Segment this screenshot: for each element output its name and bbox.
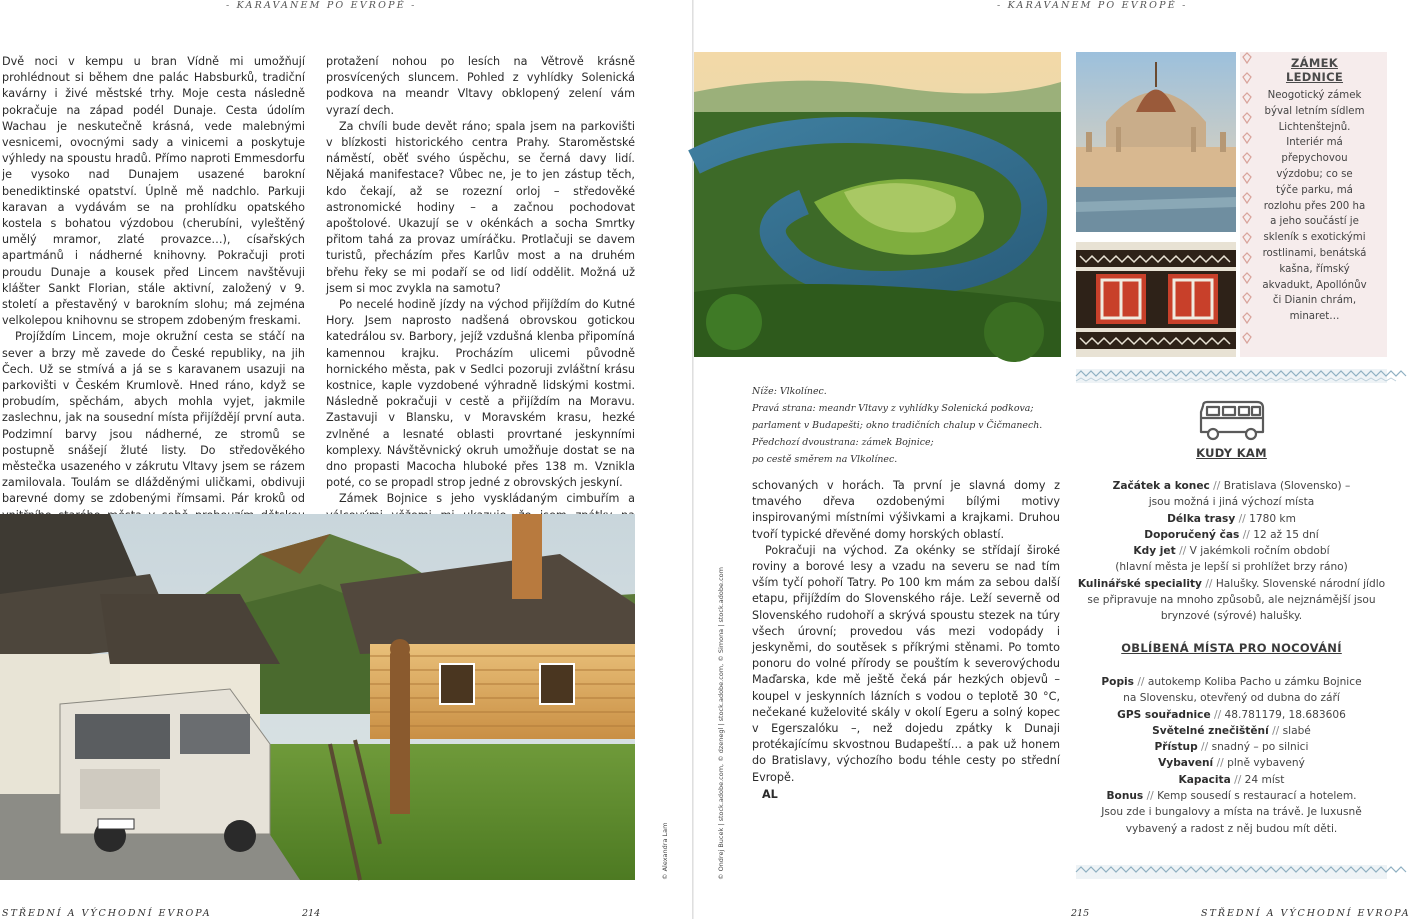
text-column-1: [2, 54, 305, 589]
running-head-left: - KARAVANEM PO EVROPĚ -: [226, 0, 417, 11]
nocovani-heading: OBLÍBENÁ MÍSTA PRO NOCOVÁNÍ: [1121, 641, 1342, 655]
info-value: vybavený a radost z něj budou mít děti.: [1125, 822, 1338, 835]
sidebar-line: týče parku, má: [1276, 184, 1353, 196]
cicmany-window-photo: [1076, 242, 1236, 357]
footer-section-left: STŘEDNÍ A VÝCHODNÍ EVROPA: [2, 908, 212, 919]
author-signature: AL: [762, 787, 778, 801]
nocovani-list: [1076, 674, 1387, 837]
paragraph: Dvě noci v kempu u bran Vídně mi umožňují prohlédnout si během dne palác Habsburků, tradiční kavárny i živé městské trhy. Moje cesta následně pokračuje na západ podél Dunaje. Cesta údolím Wachau je neskutečně krásná, vede malebnými vesnicemi, ovocnými sady a vinicemi a poskytuje výhledy na spoustu hradů. Přímo naproti Emmesdorfu je vysoko nad Dunajem usazené barokní benediktinské opatství. Úplně mě nadchlo. Parkuji karavan a vydávám se na prohlídku opatského kostela s bohatou výzdobou (cherubíni, vyleštěný umělý mramor, zlaté provazce…), císařských apartmánů i nádherné knihovny. Pokračuji proti proudu Dunaje a kousek před Lincem navštěvuji klášter Sankt Florian, stále aktivní, založený v 9. století a přestavěný v barokním slohu; má zejména velkolepou knihovnu se stropem zdobeným freskami.: [2, 55, 305, 328]
info-value: snadný – po silnici: [1211, 741, 1309, 754]
photo-credit-left: © Alexandra Lam: [661, 822, 669, 880]
info-label: Začátek a konec: [1112, 480, 1210, 492]
sidebar-line: skleník s exotickými: [1263, 232, 1366, 244]
folk-band-top: [1076, 369, 1387, 383]
page-number-left: 214: [302, 908, 321, 919]
info-line: [1076, 511, 1387, 527]
info-value: 48.781179, 18.683606: [1224, 708, 1346, 721]
info-line: [1076, 804, 1387, 820]
info-value: Halušky. Slovenské národní jídlo: [1215, 577, 1386, 590]
sidebar-line: přepychovou: [1281, 153, 1348, 165]
sidebar-text: [1262, 88, 1367, 325]
sidebar-line: výzdobu; co se: [1276, 168, 1353, 180]
folk-band-bottom: [1076, 865, 1387, 879]
info-label: Vybavení: [1158, 757, 1214, 770]
info-line: [1076, 707, 1387, 723]
separator: //: [1238, 512, 1246, 525]
page-number-right: 215: [1071, 908, 1090, 919]
separator: //: [1205, 577, 1213, 590]
separator: //: [1216, 757, 1224, 770]
info-value: 12 až 15 dní: [1253, 528, 1319, 541]
info-line: [1076, 478, 1387, 494]
info-value: Kemp sousedí s restaurací a hotelem.: [1157, 790, 1357, 803]
sidebar-title: ZÁMEK LEDNICE: [1285, 56, 1344, 84]
paragraph: schovaných v horách. Ta první je slavná domy z tmavého dřeva ozdobenými bílými motivy inspirovanými místními výšivkami a krajkami. Druhou tvoří typické dřevěné domy horských oblastí.: [752, 479, 1060, 541]
info-value: autokemp Koliba Pacho u zámku Bojnice: [1147, 676, 1362, 688]
info-label: Délka trasy: [1167, 512, 1236, 525]
info-line: [1076, 788, 1387, 804]
info-label: Doporučený čas: [1144, 528, 1240, 541]
sidebar-line: Neogotický zámek: [1267, 90, 1362, 101]
info-value: 1780 km: [1249, 512, 1296, 525]
separator: //: [1146, 790, 1154, 803]
sidebar-line: Interiér má: [1286, 137, 1343, 149]
sidebar-line: či Dianin chrám,: [1272, 295, 1357, 307]
sidebar-line: minaret…: [1289, 311, 1340, 323]
caption-line: Níže: Vlkolínec.: [752, 386, 827, 397]
sidebar-line: a jeho součástí je: [1270, 216, 1359, 228]
separator: //: [1213, 480, 1221, 492]
footer-section-right: STŘEDNÍ A VÝCHODNÍ EVROPA: [1201, 908, 1411, 919]
separator: //: [1201, 741, 1209, 754]
sidebar-line: rostlinami, benátská: [1262, 247, 1367, 259]
info-value: slabé: [1282, 724, 1311, 737]
info-value: Bratislava (Slovensko) –: [1223, 480, 1351, 492]
campervan-icon: [1197, 400, 1267, 442]
info-line: [1076, 739, 1387, 755]
folk-pattern-strip: [1240, 52, 1254, 357]
info-value: se připravuje na mnoho způsobů, ale nejznámější jsou: [1087, 594, 1376, 607]
info-label: Bonus: [1106, 790, 1144, 803]
caption-line: po cestě směrem na Vlkolínec.: [752, 454, 898, 465]
info-line: [1076, 608, 1387, 624]
kudy-kam-heading: KUDY KAM: [1196, 446, 1267, 460]
sidebar-line: rozlohu přes 200 ha: [1263, 200, 1366, 212]
text-column-3: [752, 478, 1060, 803]
separator: //: [1137, 676, 1145, 688]
info-value: (hlavní města je lepší si prohlížet brzy ráno): [1115, 561, 1348, 574]
info-line: [1076, 543, 1387, 559]
vlkolinec-photo: [0, 514, 635, 880]
separator: //: [1234, 773, 1242, 786]
info-label: Kdy jet: [1133, 545, 1176, 558]
caption-line: parlament v Budapešti; okno tradičních chalup v Čičmanech.: [752, 420, 1043, 431]
info-label: GPS souřadnice: [1117, 708, 1211, 721]
paragraph: Po necelé hodině jízdy na východ přijíždím do Kutné Hory. Jsem naprosto nadšená obrovskou gotickou katedrálou sv. Barbory, jejíž vzdušná klenba připomíná kamennou krajku. Procházím ulicemi původně hornického města, pak v Sedlci pozoruji zvláštní krásu kostnice, kaple vyzdobené výhradně lidskými kostmi. Následně pokračuji v cestě a přijíždím na Moravu. Zastavuji v Blansku, v Moravském krasu, hezké zvlněné a lesnaté oblasti provrtané jeskynními komplexy. Návštěvnický okruh umožňuje dostat se na dno propasti Macocha hluboké přes 138 m. Vznikla poté, co se propadl strop jedné z obrovských jeskyní.: [326, 298, 635, 490]
info-value: Jsou zde i bungalovy a místa na trávě. Je luxusně: [1101, 806, 1362, 819]
separator: //: [1272, 724, 1280, 737]
separator: //: [1214, 708, 1222, 721]
info-value: V jakémkoli ročním období: [1189, 545, 1330, 558]
sidebar-line: kašna, římský: [1279, 263, 1350, 275]
paragraph: Projíždím Lincem, moje okružní cesta se stáčí na sever a brzy mě zavede do České republiky, na jih Čech. Už se stmívá a já se s karavanem usazuji na parkovišti v Českém Krumlově. Hned ráno, když se probudím, spěchám, abych mohla vyjet, jakmile zaslechnu, jak na sousední místa přijíždějí první auta. Podzimní barvy jsou nádherné, ze stromů se postupně snášejí žluté listy. Do středověkého městečka usazeného v zákrutu Vltavy jsem se rázem zamilovala. Toulám se dlážděnými uličkami, obdivuji barevné domy se zdobenými římsami. Pár kroků od: [2, 330, 305, 506]
info-value: 24 míst: [1244, 773, 1285, 786]
info-line: [1076, 690, 1387, 706]
info-line: [1076, 494, 1387, 510]
photo-credit-right: © Ondrej Bucek | stock.adobe.com, © dzenegl | stock.adobe.com, © Simona | stock.adobe.com: [717, 567, 725, 880]
info-label: Přístup: [1154, 741, 1198, 754]
info-label: Kapacita: [1178, 773, 1231, 786]
running-head-right: - KARAVANEM PO EVROPĚ -: [997, 0, 1188, 11]
photo-caption: [752, 383, 1042, 468]
caption-line: Pravá strana: meandr Vltavy z vyhlídky Solenická podkova;: [752, 403, 1034, 414]
info-line: [1076, 755, 1387, 771]
separator: //: [1179, 545, 1187, 558]
info-line: [1076, 527, 1387, 543]
info-label: Kulinářské speciality: [1077, 577, 1202, 590]
vltava-meander-photo: [694, 52, 1061, 357]
paragraph: Za chvíli bude devět ráno; spala jsem na parkovišti v blízkosti historického centra Prahy. Staroměstské náměstí, oběť svého úspěchu, se černá davy lidí. Nějaká manifestace? Vůbec ne, je to jen zástup těch, kdo čekají, až se rozezní orloj – středověké astronomické hodiny – a začnou pochodovat apoštolové. Ukazují se v okénkách a socha Smrtky přitom tahá za provaz umíráčku. Protlačuji se davem turistů, přecházím přes Karlův most a na druhém břehu řeky se mi podaří se od lidí oddělit. Možná už jsem si moc zvykla na samotu?: [326, 119, 635, 295]
caption-line: Předchozí dvoustrana: zámek Bojnice;: [752, 437, 934, 448]
info-label: Světelné znečištění: [1152, 724, 1269, 737]
info-line: [1076, 592, 1387, 608]
budapest-parliament-photo: [1076, 52, 1236, 232]
info-value: jsou možná i jiná výchozí místa: [1148, 496, 1315, 509]
info-line: [1076, 674, 1387, 690]
info-value: na Slovensku, otevřený od dubna do září: [1123, 692, 1340, 705]
info-line: [1076, 772, 1387, 788]
info-line: [1076, 576, 1387, 592]
kudy-kam-list: [1076, 478, 1387, 625]
paragraph: Zámek Bojnice s jeho vyskládaným cimbuřím a: [339, 492, 635, 506]
info-line: [1076, 723, 1387, 739]
info-value: plně vybavený: [1227, 757, 1305, 770]
info-label: Popis: [1101, 676, 1134, 688]
paragraph: protažení nohou po lesích na Větrově krásně prosvícených sluncem. Pohled z vyhlídky Solenická podkova na meandr Vltavy obklopený zelení vám vyrazí dech.: [326, 55, 635, 117]
separator: //: [1242, 528, 1250, 541]
info-line: [1076, 821, 1387, 837]
sidebar-line: akvadukt, Apollónův: [1262, 279, 1367, 291]
sidebar-line: Lichtenštejnů.: [1278, 121, 1351, 133]
paragraph: Pokračuji na východ. Za okénky se střídají široké roviny a borové lesy a vzadu na severu se nad tím vším tyčí pohoří Tatry. Po 100 km mám za sebou další etapu, přijíždím do Slovenského ráje. Leží severně od Slovenského rudohoří a skrývá spoustu stezek na túry všech úrovní; provedou vás mezi vodopády i jeskyněmi, do soutěsek s příkrými stěnami. Po tomto ponoru do volné přírody se pouštím k severovýchodu Maďarska, kde mě ještě čeká pár hezkých objevů – koupel v jeskynních lázních s vodou o teplotě 30 °C, nečekané kuželovité skály v okolí Egeru a solný kopec v Egerszalóku –, než dojedu zpátky k Dunaji protékajícímu skvostnou Budapeští… a pak už honem do Bratislavy, výchozího bodu téhle cesty po střední Evropě.: [752, 543, 1060, 784]
sidebar-line: býval letním sídlem: [1264, 105, 1365, 117]
info-value: brynzové (sýrové) halušky.: [1160, 610, 1303, 623]
info-line: [1076, 559, 1387, 575]
